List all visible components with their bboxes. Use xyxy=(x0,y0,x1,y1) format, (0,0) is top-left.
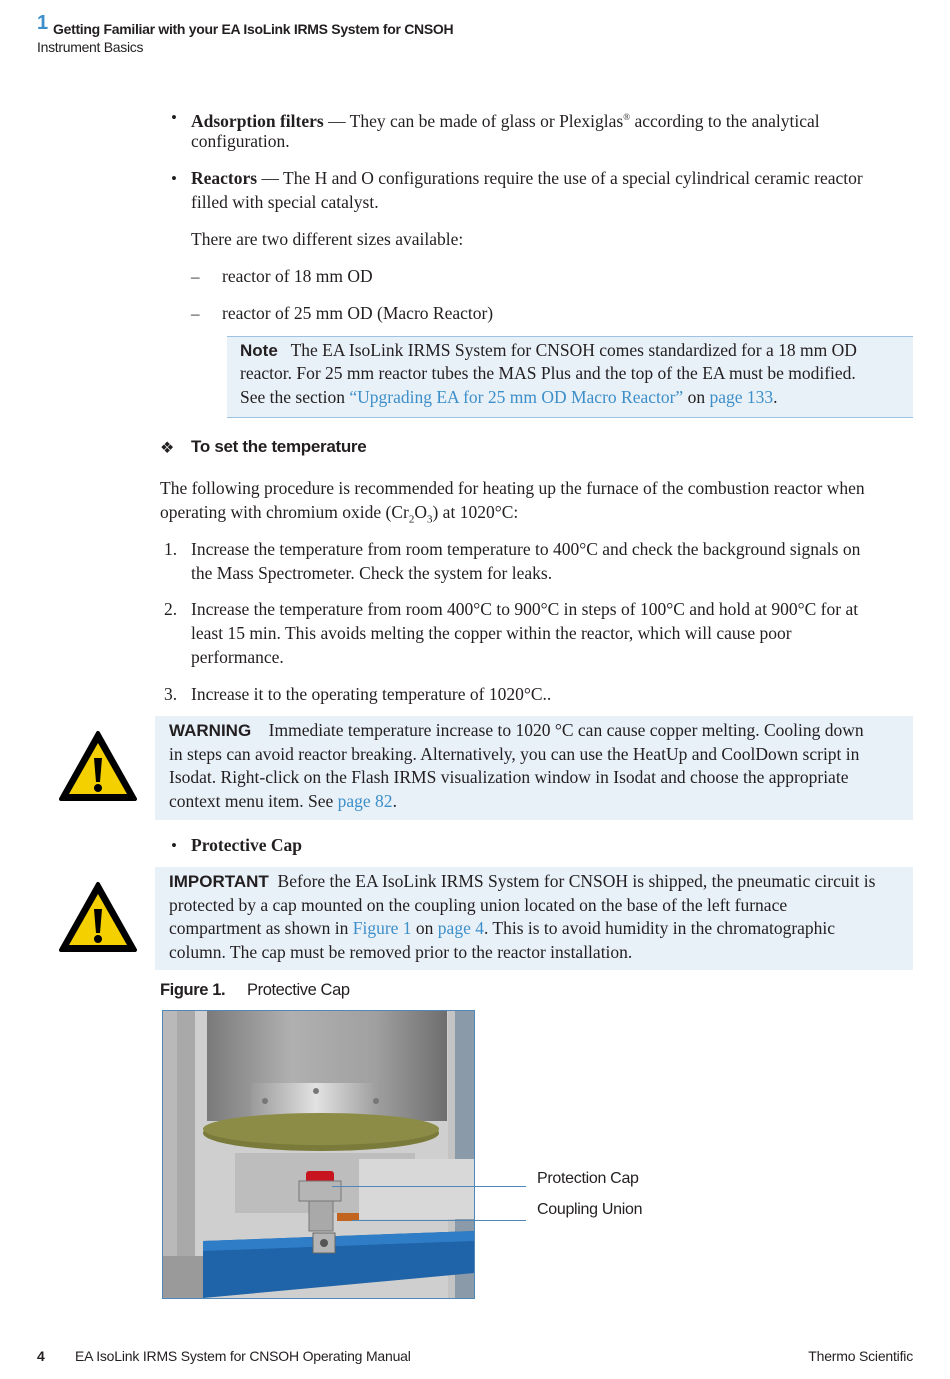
warning-text: . xyxy=(392,791,397,811)
step-text: the Mass Spectrometer. Check the system for leaks. xyxy=(191,563,553,583)
procedure-intro-line2 xyxy=(160,501,518,532)
warning-line xyxy=(169,719,864,743)
intro-text: ) at 1020°C: xyxy=(432,502,519,522)
step-text: Increase it to the operating temperature of 1020°C.. xyxy=(191,684,552,704)
bullet-marker: • xyxy=(171,836,177,855)
important-text: . This is to avoid humidity in the chromatographic xyxy=(483,918,836,938)
subscript: 2 xyxy=(408,513,415,526)
important-line xyxy=(169,870,875,894)
callout-line xyxy=(332,1186,526,1187)
sizes-intro: There are two different sizes available: xyxy=(191,229,464,249)
bullet-marker: • xyxy=(171,108,177,127)
important-line xyxy=(169,917,835,941)
warning-text: in steps can avoid reactor breaking. Alternatively, you can use the HeatUp and CoolDown script in xyxy=(169,744,860,764)
step-text: Increase the temperature from room temperature to 400°C and check the background signals on xyxy=(191,539,861,559)
warning-line xyxy=(169,790,397,814)
intro-text: O xyxy=(414,502,427,522)
step-number: 2. xyxy=(164,599,178,619)
warning-text: Immediate temperature increase to 1020 °C can cause copper melting. Cooling down xyxy=(268,720,864,740)
step-number: 1. xyxy=(164,539,178,559)
important-text: compartment as shown in xyxy=(169,918,353,938)
bullet-text: — They can be made of glass or Plexiglas xyxy=(323,110,624,131)
procedure-title: To set the temperature xyxy=(191,437,367,456)
important-text: on xyxy=(411,918,438,938)
chapter-number: 1 xyxy=(37,12,49,34)
term-adsorption-filters: Adsorption filters xyxy=(191,110,324,131)
callout-label-protection-cap: Protection Cap xyxy=(537,1170,639,1187)
dash-marker: – xyxy=(191,304,200,323)
registered-mark: ® xyxy=(623,112,631,122)
warning-triangle-icon xyxy=(58,881,138,953)
size-item: reactor of 25 mm OD (Macro Reactor) xyxy=(222,303,494,323)
important-text: Before the EA IsoLink IRMS System for CNSOH is shipped, the pneumatic circuit is xyxy=(277,871,876,891)
bullet-marker: • xyxy=(171,169,177,188)
procedure-marker-icon: ❖ xyxy=(160,440,175,457)
important-label: IMPORTANT xyxy=(169,872,269,891)
protective-cap-illustration xyxy=(162,1010,475,1299)
note-text: reactor. For 25 mm reactor tubes the MAS Plus and the top of the EA must be modified. xyxy=(240,363,856,383)
dash-marker: – xyxy=(191,267,200,286)
bullet-protective-cap: Protective Cap xyxy=(191,835,302,855)
procedure-intro: The following procedure is recommended for heating up the furnace of the combustion reactor when xyxy=(160,478,865,498)
term-reactors: Reactors xyxy=(191,168,258,188)
figure-number: Figure 1. xyxy=(160,981,226,999)
note-text: . xyxy=(773,387,778,407)
step-text: Increase the temperature from room 400°C to 900°C in steps of 100°C and hold at 900°C for at xyxy=(191,599,859,619)
figure-caption: Protective Cap xyxy=(247,981,350,999)
figure-link[interactable]: Figure 1 xyxy=(352,918,412,938)
note-text: on xyxy=(683,387,710,407)
section-title: Instrument Basics xyxy=(37,39,144,55)
note-text: The EA IsoLink IRMS System for CNSOH comes standardized for a 18 mm OD xyxy=(290,340,857,360)
callout-label-coupling-union: Coupling Union xyxy=(537,1201,643,1218)
subscript: 3 xyxy=(426,513,433,526)
callout-line xyxy=(352,1220,526,1221)
page-link[interactable]: page 4 xyxy=(437,918,484,938)
section-link[interactable]: “Upgrading EA for 25 mm OD Macro Reactor” xyxy=(349,387,684,407)
warning-text: context menu item. See xyxy=(169,791,338,811)
important-text: protected by a cap mounted on the coupling union located on the base of the left furnace xyxy=(169,895,788,915)
intro-text: operating with chromium oxide (Cr xyxy=(160,502,409,522)
bullet-text-line: configuration. xyxy=(191,131,290,151)
warning-triangle-icon xyxy=(58,730,138,802)
warning-text: Isodat. Right-click on the Flash IRMS visualization window in Isodat and choose the appropriate xyxy=(169,767,849,787)
page-number: 4 xyxy=(37,1348,45,1364)
step-text: performance. xyxy=(191,647,284,667)
note-text: See the section xyxy=(240,387,350,407)
note-label: Note xyxy=(240,341,278,360)
bullet-text: — The H and O configurations require the use of a special cylindrical ceramic reactor xyxy=(257,168,863,188)
bullet-text-line: filled with special catalyst. xyxy=(191,192,379,212)
manual-title: EA IsoLink IRMS System for CNSOH Operating Manual xyxy=(75,1348,411,1364)
brand-name: Thermo Scientific xyxy=(808,1348,913,1364)
chapter-title: Getting Familiar with your EA IsoLink IRMS System for CNSOH xyxy=(53,21,454,37)
step-text: least 15 min. This avoids melting the copper within the reactor, which will cause poor xyxy=(191,623,792,643)
size-item: reactor of 18 mm OD xyxy=(222,266,373,286)
page-link[interactable]: page 82 xyxy=(337,791,393,811)
page-link[interactable]: page 133 xyxy=(709,387,774,407)
step-number: 3. xyxy=(164,684,178,704)
warning-label: WARNING xyxy=(169,721,252,740)
note-line xyxy=(240,386,778,410)
bullet-text: according to the analytical xyxy=(630,110,820,131)
important-text: column. The cap must be removed prior to the reactor installation. xyxy=(169,942,633,962)
bullet-reactors xyxy=(191,167,863,191)
note-line xyxy=(240,339,857,363)
